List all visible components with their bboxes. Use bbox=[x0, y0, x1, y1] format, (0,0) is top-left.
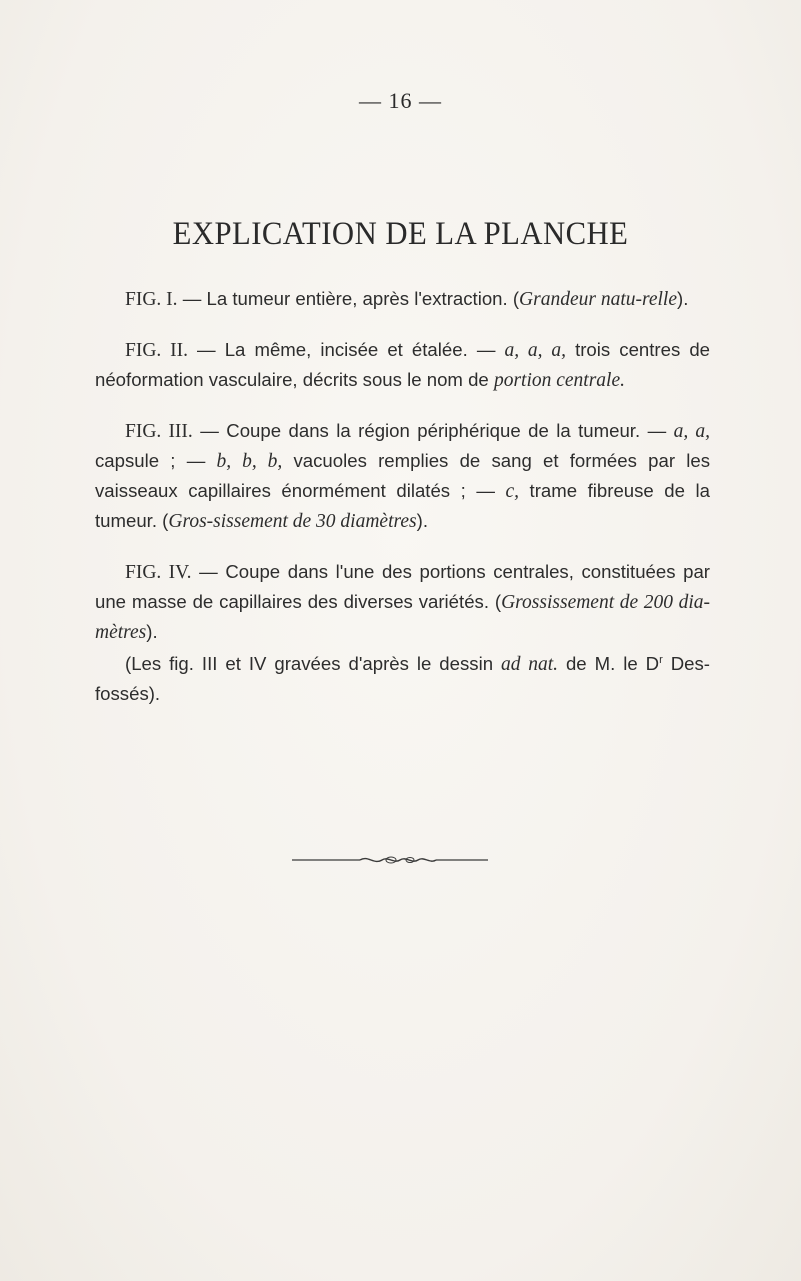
figure-1-italic: Grandeur natu-relle bbox=[519, 289, 678, 310]
figure-4-text-1: — Coupe dans l'une des portions centrales, constituées par une masse de capillaires des diverses variétés. ( bbox=[95, 561, 711, 612]
figure-3-italic-2: b, b, b, bbox=[216, 451, 283, 472]
figure-1-end: ). bbox=[677, 288, 689, 309]
note-text-1: (Les fig. III et IV gravées d'après le dessin bbox=[125, 653, 502, 674]
figure-2-text-1: — La même, incisée et étalée. — bbox=[187, 339, 505, 360]
figure-3-end: ). bbox=[416, 510, 428, 531]
figure-1-text: — La tumeur entière, après l'extraction. ( bbox=[177, 288, 520, 309]
figure-3-italic-1: a, a, bbox=[673, 421, 711, 442]
section-heading: EXPLICATION DE LA PLANCHE bbox=[172, 216, 629, 252]
figure-3-text-1: — Coupe dans la région périphérique de la tumeur. — bbox=[192, 420, 674, 441]
figure-3-label: FIG. III. bbox=[125, 421, 193, 442]
figure-2-italic-1: a, a, a, bbox=[504, 340, 566, 361]
figure-2-italic-2: portion centrale. bbox=[493, 370, 626, 391]
figure-1-label: FIG. I. bbox=[125, 289, 178, 310]
plate-explanation bbox=[95, 284, 710, 729]
note-text-2: de M. le D bbox=[557, 653, 660, 674]
figure-4-italic-1: Grossissement de 200 dia-mètres bbox=[95, 592, 710, 643]
figure-2-text-2: trois centres de néoformation vasculaire, décrits sous le nom de bbox=[95, 339, 711, 390]
figure-4-end: ). bbox=[146, 621, 158, 642]
figure-2-label: FIG. II. bbox=[125, 340, 188, 361]
note-italic-1: ad nat. bbox=[501, 654, 558, 675]
figure-4-label: FIG. IV. bbox=[125, 562, 192, 583]
engraving-note bbox=[95, 649, 710, 708]
figure-3-caption bbox=[95, 416, 710, 536]
figure-2-caption bbox=[95, 335, 710, 395]
page-number: — 16 — bbox=[359, 88, 442, 113]
figure-4-caption bbox=[95, 557, 710, 647]
figure-3-text-3: vacuoles remplies de sang et formées par les vaisseaux capillaires énormément dilatés ; — bbox=[95, 450, 711, 501]
end-ornament bbox=[290, 852, 490, 868]
note-superscript: r bbox=[659, 653, 663, 666]
figure-3-text-4: trame fibreuse de la tumeur. ( bbox=[95, 480, 710, 531]
figure-3-italic-4: Gros-sissement de 30 diamètres bbox=[168, 511, 417, 532]
note-text-3: Des-fossés). bbox=[95, 653, 710, 704]
figure-3-text-2: capsule ; — bbox=[95, 450, 217, 471]
figure-3-italic-3: c, bbox=[505, 481, 520, 502]
figure-1-caption bbox=[95, 284, 710, 314]
